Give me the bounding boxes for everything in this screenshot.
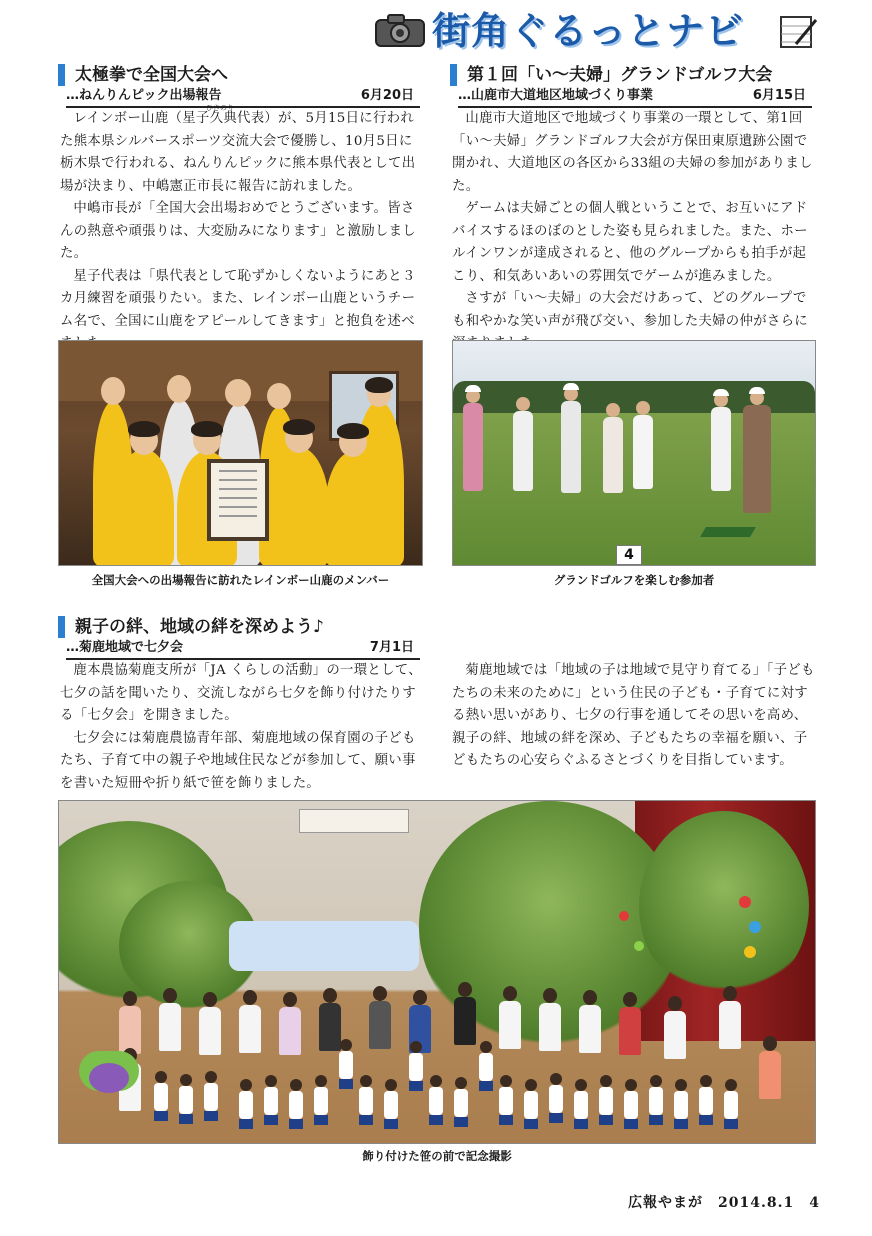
ruby-reading: ひさのり xyxy=(206,104,234,112)
photo-ground-golf xyxy=(452,340,816,566)
article1-caption: 全国大会への出場報告に訪れたレインボー山鹿のメンバー xyxy=(91,573,390,587)
article3-paragraph: 鹿本農協菊鹿支所が「JA くらしの活動」の一環として、七夕の話を聞いたり、交流しながら七夕を飾り付けたりする「七夕会」を開きました。 xyxy=(60,663,422,723)
certificate xyxy=(207,459,269,541)
article2-title: 第１回「い～夫婦」グランドゴルフ大会 xyxy=(450,64,772,86)
article3-body-right xyxy=(452,660,816,773)
article1-paragraph: レインボー山鹿（星子久典代表）が、5月15日に行われた熊本県シルバースポーツ交流大会で優勝し、10月5日に栃木県で行われる、ねんりんピックに熊本県代表として出場が決まり、中嶋憲正市長に報告に訪れました。 xyxy=(60,111,416,194)
article2-subtitle-text: …山鹿市大道地区地域づくり事業 xyxy=(458,88,654,103)
article2-date: 6月15日 xyxy=(752,88,806,103)
article1-date: 6月20日 xyxy=(360,88,414,103)
photo-tanabata xyxy=(58,800,816,1144)
article3-body-left xyxy=(60,660,422,795)
notepad-icon xyxy=(778,14,820,50)
article3-subtitle-text: …菊鹿地域で七夕会 xyxy=(66,640,184,655)
article1-body xyxy=(60,108,422,356)
page-header xyxy=(370,6,820,56)
camera-icon xyxy=(374,12,426,48)
article1-title: 太極拳で全国大会へ xyxy=(58,64,228,86)
article3-title: 親子の絆、地域の絆を深めよう♪ xyxy=(58,616,324,638)
article1-paragraph: 星子代表は「県代表として恥ずかしくないようにあと３カ月練習を頑張りたい。また、レインボー山鹿というチーム名で、全国に山鹿をアピールしてきます」と抱負を述べ xyxy=(60,268,416,329)
article2-caption: グランドゴルフを楽しむ参加者 xyxy=(553,573,715,587)
article2-body xyxy=(452,108,816,356)
article2-paragraph: さすが「い～夫婦」の大会だけあって、どのグループでも和やかな笑い声が飛び交い、参加した夫婦の仲がさらに xyxy=(452,291,808,329)
article2-paragraph: 山鹿市大道地区で地域づくり事業の一環として、第1回「い～夫婦」グランドゴルフ大会が方保田東原遺跡公園で開かれ、大道地区の各区から33組の夫婦の参加がありました。 xyxy=(452,111,813,194)
page-footer: 広報やまが 2014.8.1 4 xyxy=(628,1195,820,1211)
article1-subtitle-text: …ねんりんピック出場報告 xyxy=(66,88,222,103)
article3-caption: 飾り付けた笹の前で記念撮影 xyxy=(362,1149,512,1163)
article3-subtitle xyxy=(66,639,420,660)
article3-date: 7月1日 xyxy=(369,640,414,655)
photo-number-marker: 4 xyxy=(616,545,642,565)
article2-subtitle xyxy=(458,87,812,108)
article2-paragraph: ゲームは夫婦ごとの個人戦ということで、お互いにアドバイスするほのぼのとした姿も見られました。また、ホールインワンが達成されると、他のグループからも拍手が起こり、和気あいあいの雰囲気でゲームが進みました。 xyxy=(452,201,808,284)
article3-paragraph: 七夕会には菊鹿農協青年部、菊鹿地域の保育園の子どもたち、子育て中の親子や地域住民などが参加して、願い事を書いた短冊や折り紙で笹を飾りました。 xyxy=(60,730,416,791)
article1-paragraph: 中嶋市長が「全国大会出場おめでとうございます。皆さんの熱意や頑張りは、大変励みになります」と激励しました。 xyxy=(60,201,416,261)
page-title: 街角ぐるっとナビ xyxy=(432,9,745,53)
article1-subtitle xyxy=(66,87,420,108)
article3-paragraph: 菊鹿地域では「地域の子は地域で見守り育てる」「子どもたちの未来のために」という住民の子ども・子育てに対する熱い思いがあり、七夕の行事を通してその思いを高め、親子の絆、地域の絆を深め、子どもたちの幸福を願い、子どもたちの心安らぐふるさとづくりを目指しています。 xyxy=(452,663,815,768)
photo-rainbow-yamaga xyxy=(58,340,423,566)
